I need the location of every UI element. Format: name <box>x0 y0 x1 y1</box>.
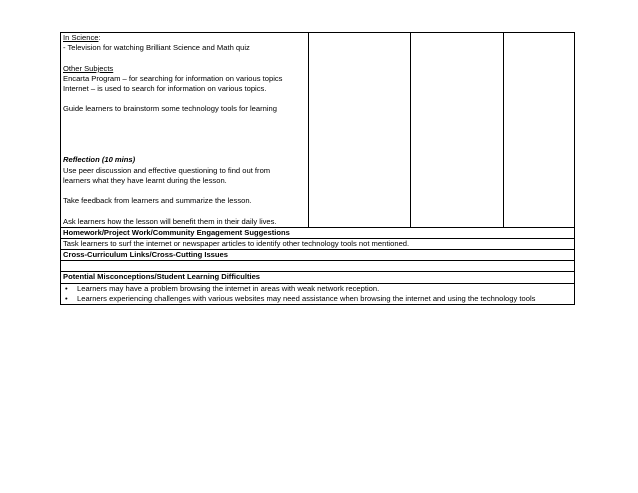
spacer <box>63 53 306 63</box>
empty-column-cell <box>504 33 575 228</box>
other-subjects-heading: Other Subjects <box>63 63 114 73</box>
other-subjects-item: Internet – is used to search for information on various topics. <box>63 84 267 93</box>
misconceptions-list-row <box>61 283 575 304</box>
reflection-line: learners what they have learnt during the lesson. <box>63 175 227 185</box>
misconceptions-list <box>63 284 572 304</box>
reflection-line: Use peer discussion and effective questioning to find out from <box>63 165 271 175</box>
spacer <box>63 186 306 196</box>
cross-curriculum-heading: Cross-Curriculum Links/Cross-Cutting Issues <box>61 250 575 261</box>
reflection-heading: Reflection (10 mins) <box>63 155 136 165</box>
spacer <box>63 94 306 104</box>
spacer <box>63 206 306 216</box>
homework-heading: Homework/Project Work/Community Engagement Suggestions <box>61 227 575 238</box>
spacer <box>63 145 306 155</box>
misconception-item: • Learners may have a problem browsing the internet in areas with weak network reception. <box>63 284 572 294</box>
misconceptions-heading: Potential Misconceptions/Student Learning Difficulties <box>61 272 575 283</box>
spacer <box>63 115 306 125</box>
other-subjects-item: Encarta Program – for searching for information on various topics <box>63 73 283 83</box>
misconceptions-cell <box>61 283 575 304</box>
main-activities-cell <box>61 33 309 228</box>
science-heading-line <box>63 33 306 43</box>
homework-heading-row <box>61 227 575 238</box>
feedback-instruction: Take feedback from learners and summarize the lesson. <box>63 196 252 206</box>
science-heading-colon: : <box>98 33 101 42</box>
science-heading: In Science <box>63 33 99 42</box>
misconception-item: • Learners experiencing challenges with various websites may need assistance when browsing the internet and using the technology tools <box>63 294 572 304</box>
cross-curriculum-text <box>61 261 575 272</box>
spacer <box>63 135 306 145</box>
misconceptions-heading-row <box>61 272 575 283</box>
main-activities-row <box>61 33 575 228</box>
cross-curriculum-text-row <box>61 261 575 272</box>
homework-text: Task learners to surf the internet or newspaper articles to identify other technology tools not mentioned. <box>61 238 575 249</box>
empty-column-cell <box>411 33 504 228</box>
lesson-plan-table <box>60 32 575 305</box>
cross-curriculum-heading-row <box>61 250 575 261</box>
ask-instruction: Ask learners how the lesson will benefit them in their daily lives. <box>63 216 277 226</box>
spacer <box>63 125 306 135</box>
brainstorm-instruction: Guide learners to brainstorm some technology tools for learning <box>63 104 278 114</box>
empty-column-cell <box>309 33 411 228</box>
homework-text-row <box>61 238 575 249</box>
science-item: - Television for watching Brilliant Science and Math quiz <box>63 43 250 53</box>
